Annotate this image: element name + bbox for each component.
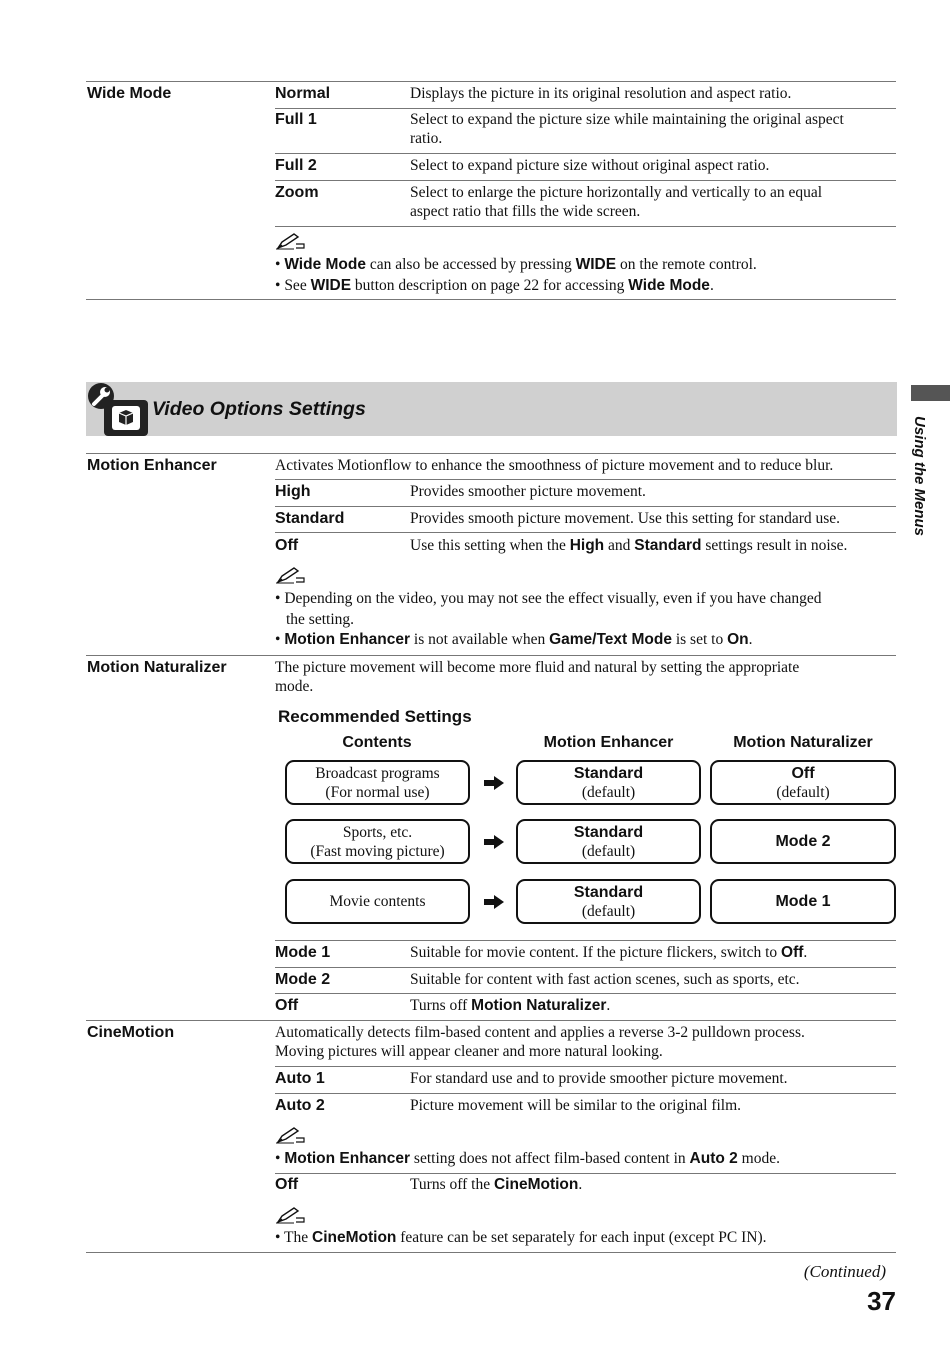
option-desc: Picture movement will be similar to the original film. (410, 1097, 742, 1114)
contents-box: Sports, etc. (Fast moving picture) (285, 819, 470, 864)
rule (275, 180, 896, 181)
note-line: the setting. (286, 611, 355, 628)
note-line: • Motion Enhancer is not available when Game/Text Mode is set to On. (275, 631, 753, 648)
rule (275, 532, 896, 533)
option-name: Off (275, 1176, 299, 1193)
col-header-naturalizer: Motion Naturalizer (733, 734, 873, 751)
option-desc: Provides smoother picture movement. (410, 483, 646, 500)
section-title: Video Options Settings (152, 398, 366, 420)
enhancer-box: Standard (default) (516, 879, 701, 924)
option-name: Off (275, 537, 299, 554)
arrow-right-icon (483, 834, 505, 850)
rule (275, 153, 896, 154)
note-line: • The CineMotion feature can be set separately for each input (except PC IN). (275, 1229, 767, 1246)
option-name: Auto 1 (275, 1070, 325, 1087)
option-name: Zoom (275, 184, 319, 201)
rule (86, 453, 896, 454)
page-number: 37 (867, 1286, 896, 1316)
setting-intro: The picture movement will become more fluid and natural by setting the appropriate (275, 659, 800, 676)
side-tab-marker (911, 385, 950, 401)
arrow-right-icon (483, 894, 505, 910)
note-line: • Motion Enhancer setting does not affect film-based content in Auto 2 mode. (275, 1150, 780, 1167)
rule (275, 1173, 896, 1174)
naturalizer-box: Off (default) (710, 760, 896, 805)
rule (275, 967, 896, 968)
note-line: • Depending on the video, you may not see the effect visually, even if you have changed (275, 590, 822, 607)
setting-label-motion-enhancer: Motion Enhancer (87, 457, 217, 474)
col-header-contents: Contents (342, 734, 412, 751)
section-header (86, 382, 897, 436)
note-line: • Wide Mode can also be accessed by pressing WIDE on the remote control. (275, 256, 757, 273)
option-desc: Select to expand the picture size while maintaining the original aspect (410, 111, 844, 128)
note-pencil-icon (276, 566, 306, 584)
contents-box: Movie contents (285, 879, 470, 924)
col-header-enhancer: Motion Enhancer (543, 734, 674, 751)
setting-intro: Activates Motionflow to enhance the smoothness of picture movement and to reduce blur. (275, 457, 834, 474)
rule (86, 299, 896, 300)
rule (275, 506, 896, 507)
rule (86, 1252, 896, 1253)
setting-label-cinemotion: CineMotion (87, 1024, 175, 1041)
note-pencil-icon (276, 232, 306, 250)
rule (275, 940, 896, 941)
option-desc: Turns off the CineMotion. (410, 1176, 583, 1193)
option-desc: Turns off Motion Naturalizer. (410, 997, 611, 1014)
option-name: High (275, 483, 311, 500)
recommended-title: Recommended Settings (278, 707, 472, 726)
setting-label-wide-mode: Wide Mode (87, 85, 172, 102)
option-desc: Select to expand picture size without original aspect ratio. (410, 157, 770, 174)
naturalizer-box: Mode 1 (710, 879, 896, 924)
option-desc: Provides smooth picture movement. Use this setting for standard use. (410, 510, 841, 527)
rule (275, 108, 896, 109)
enhancer-box: Standard (default) (516, 760, 701, 805)
option-desc: Suitable for movie content. If the picture flickers, switch to Off. (410, 944, 808, 961)
rule (86, 81, 896, 82)
option-desc: ratio. (410, 130, 443, 147)
side-tab-label: Using the Menus (911, 416, 928, 537)
option-name: Standard (275, 510, 345, 527)
note-pencil-icon (276, 1126, 306, 1144)
rule (86, 655, 896, 656)
rule (275, 479, 896, 480)
setting-intro: Moving pictures will appear cleaner and more natural looking. (275, 1043, 663, 1060)
rule (275, 1093, 896, 1094)
option-name: Normal (275, 85, 331, 102)
option-name: Auto 2 (275, 1097, 325, 1114)
setting-label-motion-naturalizer: Motion Naturalizer (87, 659, 227, 676)
rule (275, 993, 896, 994)
option-desc: For standard use and to provide smoother picture movement. (410, 1070, 788, 1087)
enhancer-box: Standard (default) (516, 819, 701, 864)
option-desc: Suitable for content with fast action scenes, such as sports, etc. (410, 971, 800, 988)
setting-intro: mode. (275, 678, 314, 695)
option-name: Off (275, 997, 299, 1014)
rule (275, 226, 896, 227)
option-desc: Use this setting when the High and Standard settings result in noise. (410, 537, 848, 554)
option-desc: Displays the picture in its original resolution and aspect ratio. (410, 85, 792, 102)
arrow-right-icon (483, 775, 505, 791)
option-desc: aspect ratio that fills the wide screen. (410, 203, 641, 220)
option-desc: Select to enlarge the picture horizontally and vertically to an equal (410, 184, 823, 201)
option-name: Mode 2 (275, 971, 331, 988)
continued-label: (Continued) (803, 1262, 886, 1281)
setting-intro: Automatically detects film-based content and applies a reverse 3-2 pulldown process. (275, 1024, 805, 1041)
note-pencil-icon (276, 1206, 306, 1224)
option-name: Full 1 (275, 111, 317, 128)
rule (275, 1066, 896, 1067)
option-name: Full 2 (275, 157, 317, 174)
option-name: Mode 1 (275, 944, 331, 961)
note-line: • See WIDE button description on page 22 for accessing Wide Mode. (275, 277, 714, 294)
naturalizer-box: Mode 2 (710, 819, 896, 864)
wrench-tv-icon (86, 382, 152, 438)
rule (86, 1020, 896, 1021)
contents-box: Broadcast programs (For normal use) (285, 760, 470, 805)
